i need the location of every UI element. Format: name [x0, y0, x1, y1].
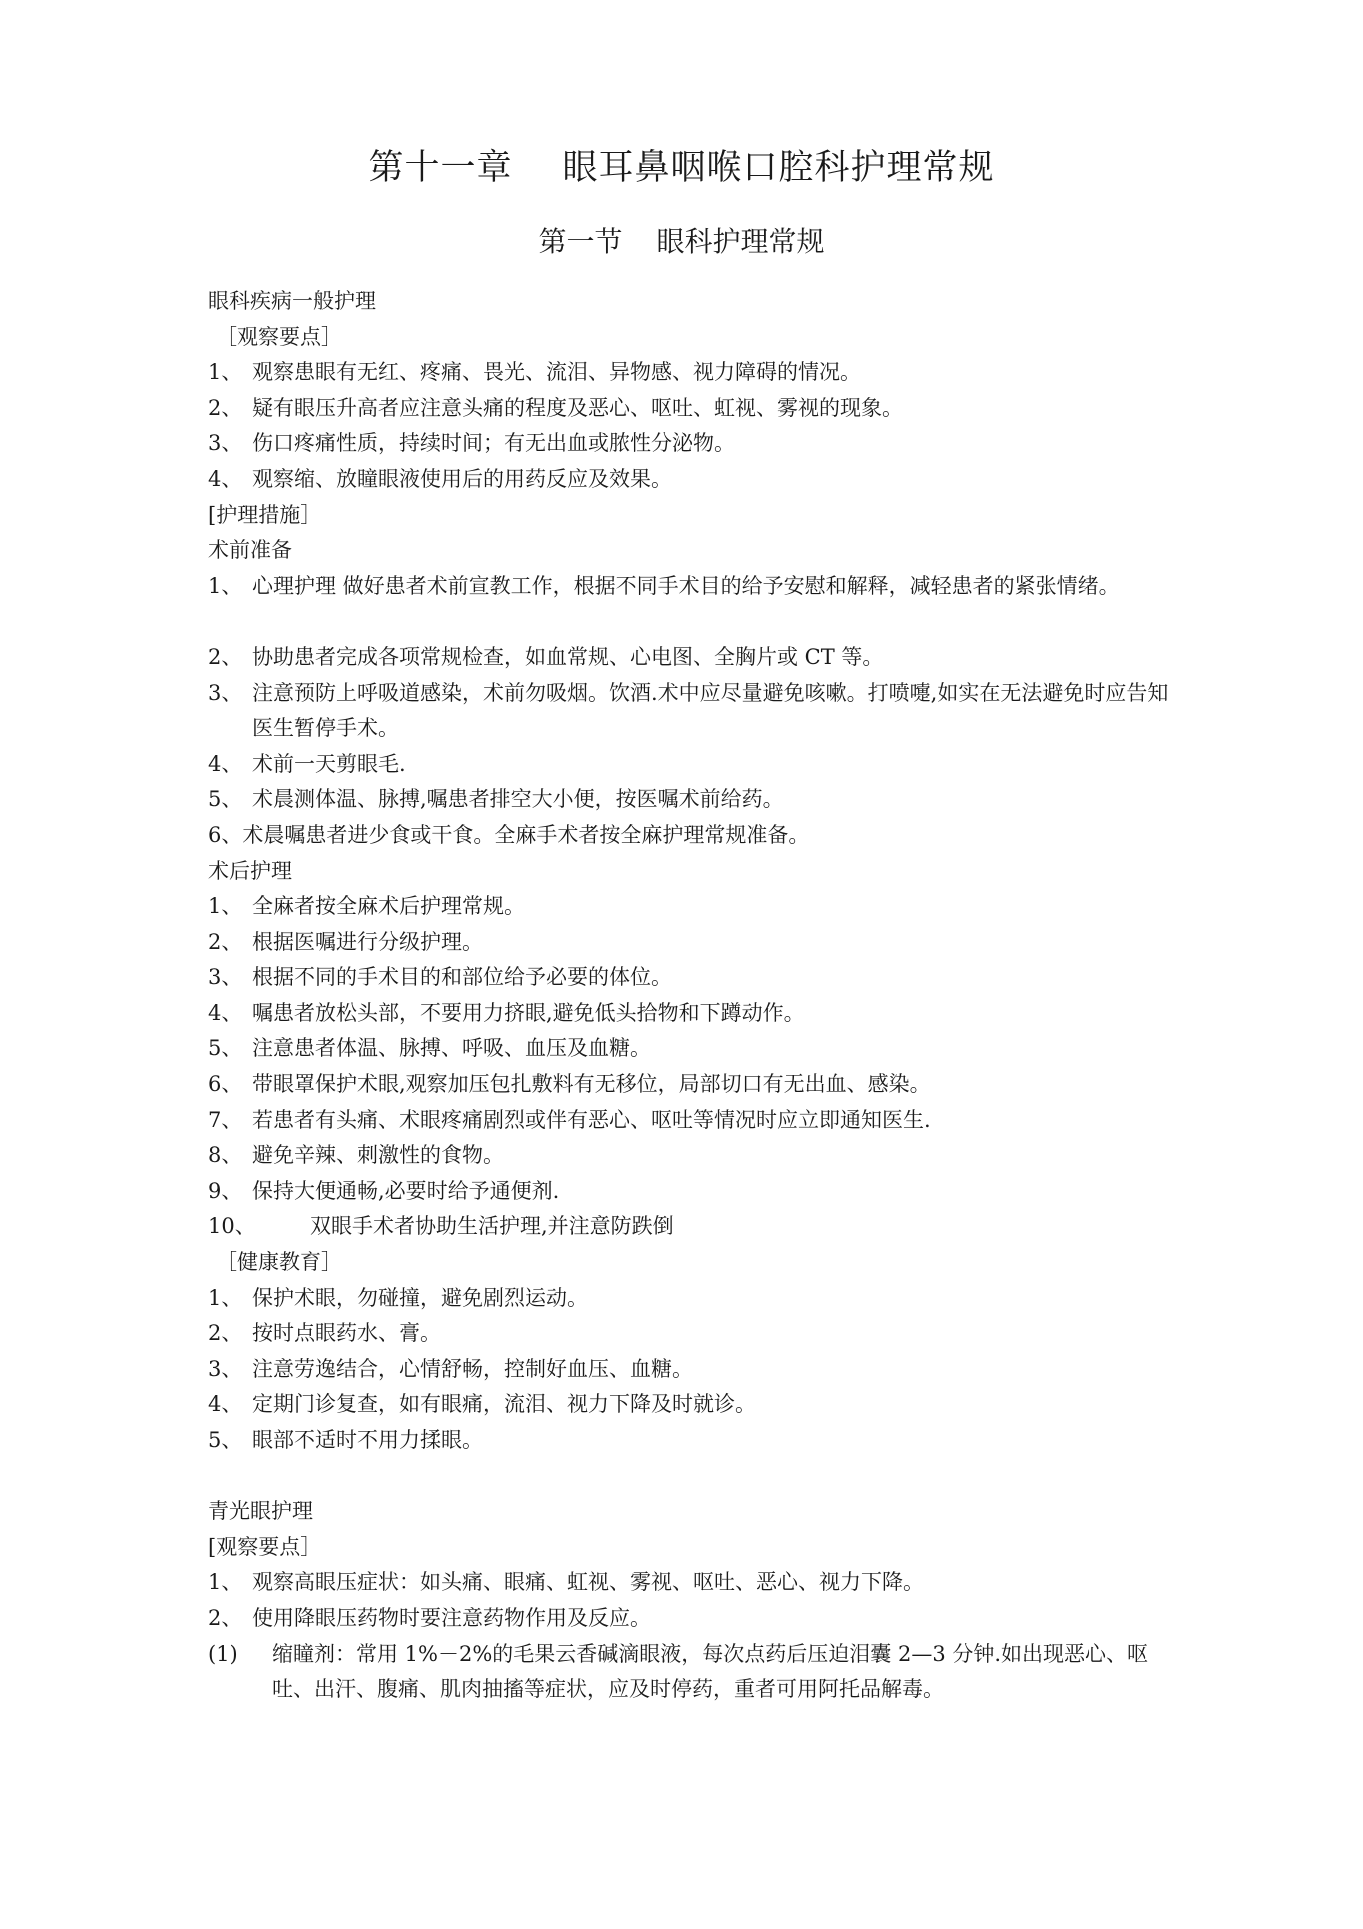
- list-item: 2、 使用降眼压药物时要注意药物作用及反应。: [208, 1605, 651, 1630]
- list-item: 4、 定期门诊复查，如有眼痛，流泪、视力下降及时就诊。: [208, 1392, 756, 1417]
- measures-heading: [护理措施］: [208, 502, 322, 527]
- list-item: 3、 根据不同的手术目的和部位给予必要的体位。: [208, 965, 672, 990]
- list-item: 10、 双眼手术者协助生活护理,并注意防跌倒: [208, 1214, 674, 1239]
- list-item: (1) 缩瞳剂：常用 1%－2%的毛果云香碱滴眼液，每次点药后压迫泪囊 2—3 分钟.如出现恶心、呕吐、出汗、腹痛、肌肉抽搐等症状，应及时停药，重者可用阿托品解毒。: [208, 1641, 1149, 1702]
- list-item: 1、 观察高眼压症状：如头痛、眼痛、虹视、雾视、呕吐、恶心、视力下降。: [208, 1570, 924, 1595]
- list-item: 5、 术晨测体温、脉搏,嘱患者排空大小便，按医嘱术前给药。: [208, 787, 784, 812]
- list-item: 2、 根据医嘱进行分级护理。: [208, 929, 483, 954]
- glaucoma-observe-heading: [观察要点］: [208, 1534, 322, 1559]
- list-item: 1、 全麻者按全麻术后护理常规。: [208, 894, 525, 919]
- list-item: 4、 嘱患者放松头部，不要用力挤眼,避免低头拾物和下蹲动作。: [208, 1000, 805, 1025]
- chapter-number: 第十一章: [368, 148, 513, 188]
- list-item: 1、 保护术眼，勿碰撞，避免剧烈运动。: [208, 1285, 588, 1310]
- list-item: 3、 注意预防上呼吸道感染，术前勿吸烟。饮酒.术中应尽量避免咳嗽。打喷嚏,如实在无法避免时应告知医生暂停手术。: [208, 680, 1169, 741]
- list-item: 2、 协助患者完成各项常规检查，如血常规、心电图、全胸片或 CT 等。: [208, 644, 884, 669]
- section-number: 第一节: [538, 225, 623, 258]
- list-item: 3、 伤口疼痛性质，持续时间；有无出血或脓性分泌物。: [208, 431, 735, 456]
- list-item: 6、术晨嘱患者进少食或干食。全麻手术者按全麻护理常规准备。: [208, 822, 810, 847]
- list-item: 1、 观察患眼有无红、疼痛、畏光、流泪、异物感、视力障碍的情况。: [208, 360, 861, 385]
- document-body: [208, 284, 1170, 1708]
- general-heading: 眼科疾病一般护理: [208, 289, 376, 313]
- list-item: 5、 眼部不适时不用力揉眼。: [208, 1428, 483, 1452]
- section-title: [0, 220, 1363, 260]
- chapter-title: [0, 140, 1363, 190]
- list-item: 2、 疑有眼压升高者应注意头痛的程度及恶心、呕吐、虹视、雾视的现象。: [208, 395, 903, 420]
- preop-heading: 术前准备: [208, 538, 292, 563]
- list-item: 4、 观察缩、放瞳眼液使用后的用药反应及效果。: [208, 466, 672, 491]
- glaucoma-heading: 青光眼护理: [208, 1499, 313, 1524]
- list-item: 8、 避免辛辣、刺激性的食物。: [208, 1143, 504, 1168]
- observe-heading: ［观察要点］: [216, 324, 342, 349]
- list-item: 5、 注意患者体温、脉搏、呼吸、血压及血糖。: [208, 1036, 651, 1061]
- postop-heading: 术后护理: [208, 858, 292, 883]
- list-item: 4、 术前一天剪眼毛.: [208, 751, 406, 776]
- list-item: 2、 按时点眼药水、膏。: [208, 1321, 441, 1346]
- list-item: 1、 心理护理 做好患者术前宣教工作，根据不同手术目的给予安慰和解释，减轻患者的紧张情绪。: [208, 573, 1120, 598]
- paragraph-gap: [208, 1459, 1170, 1495]
- section-name: 眼科护理常规: [656, 225, 825, 258]
- list-item: 3、 注意劳逸结合，心情舒畅，控制好血压、血糖。: [208, 1356, 693, 1381]
- list-item: 9、 保持大便通畅,必要时给予通便剂.: [208, 1178, 560, 1203]
- list-item: 7、 若患者有头痛、术眼疼痛剧烈或伴有恶心、呕吐等情况时应立即通知医生.: [208, 1107, 931, 1132]
- education-heading: ［健康教育］: [216, 1250, 342, 1275]
- list-item: 6、 带眼罩保护术眼,观察加压包扎敷料有无移位，局部切口有无出血、感染。: [208, 1072, 931, 1097]
- chapter-name: 眼耳鼻咽喉口腔科护理常规: [562, 148, 995, 188]
